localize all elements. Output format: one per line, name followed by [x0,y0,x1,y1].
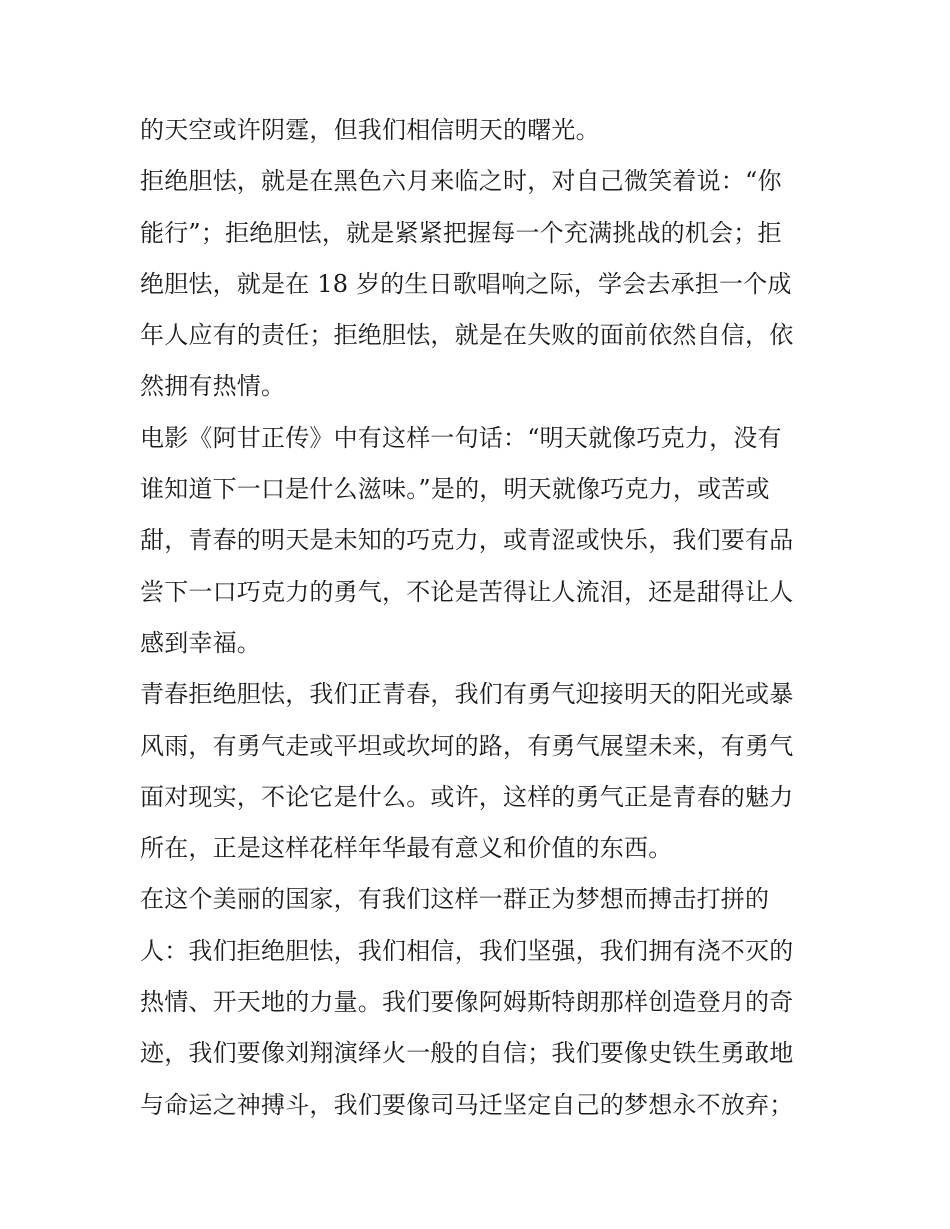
text-line: 与命运之神搏斗，我们要像司马迁坚定自己的梦想永不放弃； [140,1090,794,1119]
text-line: 在这个美丽的国家，有我们这样一群正为梦想而搏击打拼的 [140,885,770,914]
text-line: 谁知道下一口是什么滋味。”是的，明天就像巧克力，或苦或 [140,475,770,504]
text-line: 感到幸福。 [140,628,261,657]
text-line: 然拥有热情。 [140,372,286,401]
text-line: 热情、开天地的力量。我们要像阿姆斯特朗那样创造登月的奇 [140,988,794,1017]
text-line: 风雨，有勇气走或平坦或坎坷的路，有勇气展望未来，有勇气 [140,731,794,760]
text-line: 电影《阿甘正传》中有这样一句话：“明天就像巧克力，没有 [140,423,782,452]
text-line: 所在，正是这样花样年华最有意义和价值的东西。 [140,834,673,863]
text-line: 尝下一口巧克力的勇气，不论是苦得让人流泪，还是甜得让人 [140,577,794,606]
text-line: 绝胆怯，就是在 18 岁的生日歌唱响之际，学会去承担一个成 [140,269,792,298]
text-line: 迹，我们要像刘翔演绎火一般的自信；我们要像史铁生勇敢地 [140,1039,794,1068]
text-line: 的天空或许阴霆，但我们相信明天的曙光。 [140,116,600,144]
text-line: 年人应有的责任；拒绝胆怯，就是在失败的面前依然自信，依 [140,321,794,350]
text-line: 甜，青春的明天是未知的巧克力，或青涩或快乐，我们要有品 [140,526,794,555]
text-line: 人：我们拒绝胆怯，我们相信，我们坚强，我们拥有浇不灭的 [140,936,794,965]
body-text [140,105,830,1131]
text-line: 面对现实，不论它是什么。或许，这样的勇气正是青春的魅力 [140,782,794,811]
text-line: 能行”；拒绝胆怯，就是紧紧把握每一个充满挑战的机会；拒 [140,218,782,247]
text-line: 拒绝胆怯，就是在黑色六月来临之时，对自己微笑着说：“你 [140,167,782,196]
text-line: 青春拒绝胆怯，我们正青春，我们有勇气迎接明天的阳光或暴 [140,680,794,709]
